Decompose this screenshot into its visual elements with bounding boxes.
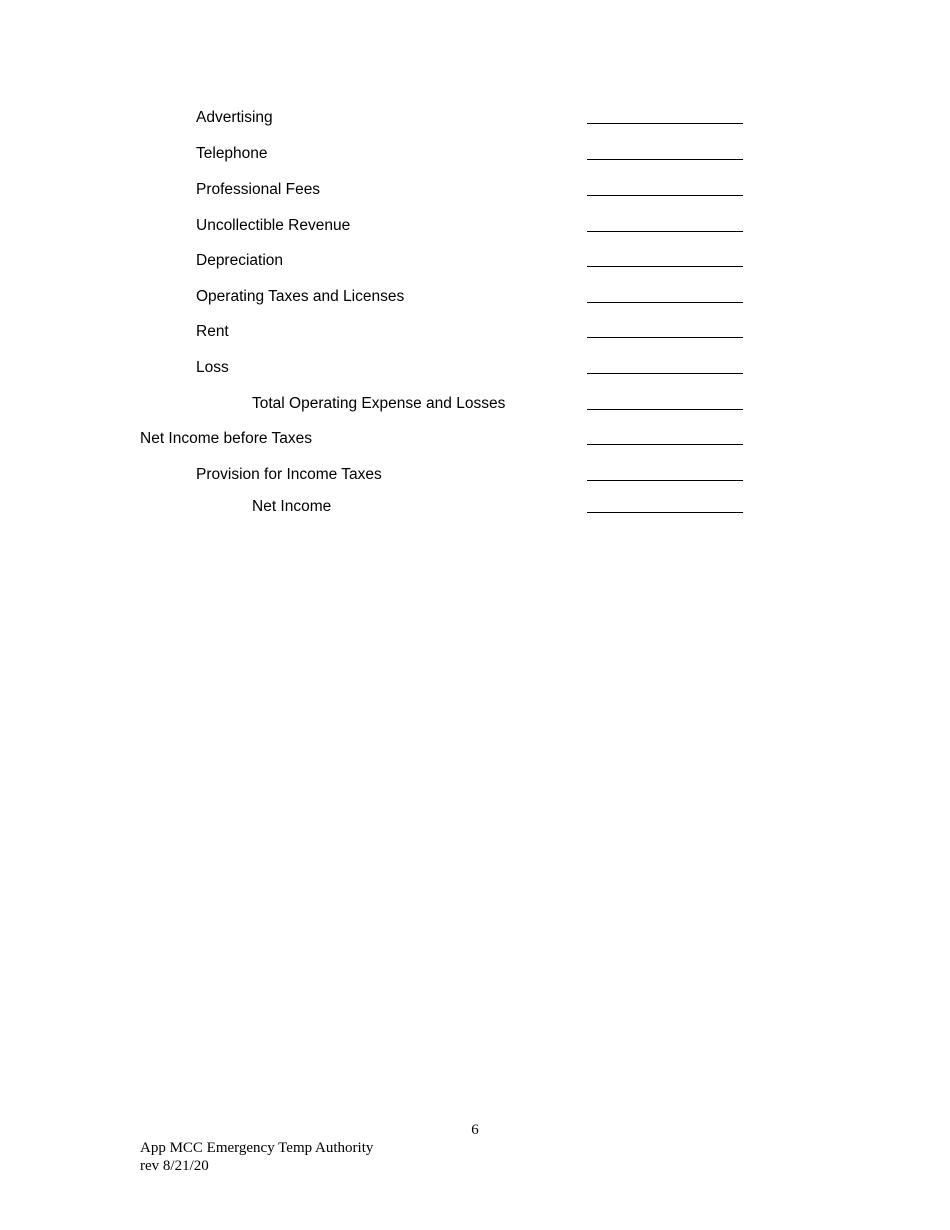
amount-blank-line[interactable] [587,266,743,267]
amount-blank-line[interactable] [587,195,743,196]
statement-row-uncollectible-revenue [0,216,950,240]
page-footer [140,1139,373,1175]
amount-blank-line[interactable] [587,444,743,445]
amount-blank-line[interactable] [587,302,743,303]
amount-blank-line[interactable] [587,409,743,410]
row-label: Total Operating Expense and Losses [252,395,506,412]
statement-row-loss [0,358,950,382]
row-label: Operating Taxes and Licenses [196,288,405,305]
statement-row-net-income [0,497,950,521]
statement-row-net-income-before-taxes [0,429,950,453]
amount-blank-line[interactable] [587,159,743,160]
amount-blank-line[interactable] [587,512,743,513]
row-label: Uncollectible Revenue [196,217,351,234]
row-label: Provision for Income Taxes [196,466,382,483]
footer-revision: rev 8/21/20 [140,1158,209,1174]
row-label: Net Income before Taxes [140,430,313,447]
statement-row-provision-income-taxes [0,465,950,489]
footer-title: App MCC Emergency Temp Authority [140,1140,374,1156]
row-label: Advertising [196,109,273,126]
row-label: Telephone [196,145,268,162]
page-number: 6 [471,1122,479,1138]
amount-blank-line[interactable] [587,123,743,124]
statement-row-professional-fees [0,180,950,204]
amount-blank-line[interactable] [587,373,743,374]
amount-blank-line[interactable] [587,231,743,232]
statement-row-advertising [0,108,950,132]
row-label: Net Income [252,498,332,515]
row-label: Rent [196,323,229,340]
statement-row-operating-taxes [0,287,950,311]
amount-blank-line[interactable] [587,337,743,338]
row-label: Loss [196,359,229,376]
row-label: Professional Fees [196,181,321,198]
statement-row-telephone [0,144,950,168]
amount-blank-line[interactable] [587,480,743,481]
statement-row-total-operating-expense [0,394,950,418]
statement-row-rent [0,322,950,346]
statement-row-depreciation [0,251,950,275]
row-label: Depreciation [196,252,284,269]
